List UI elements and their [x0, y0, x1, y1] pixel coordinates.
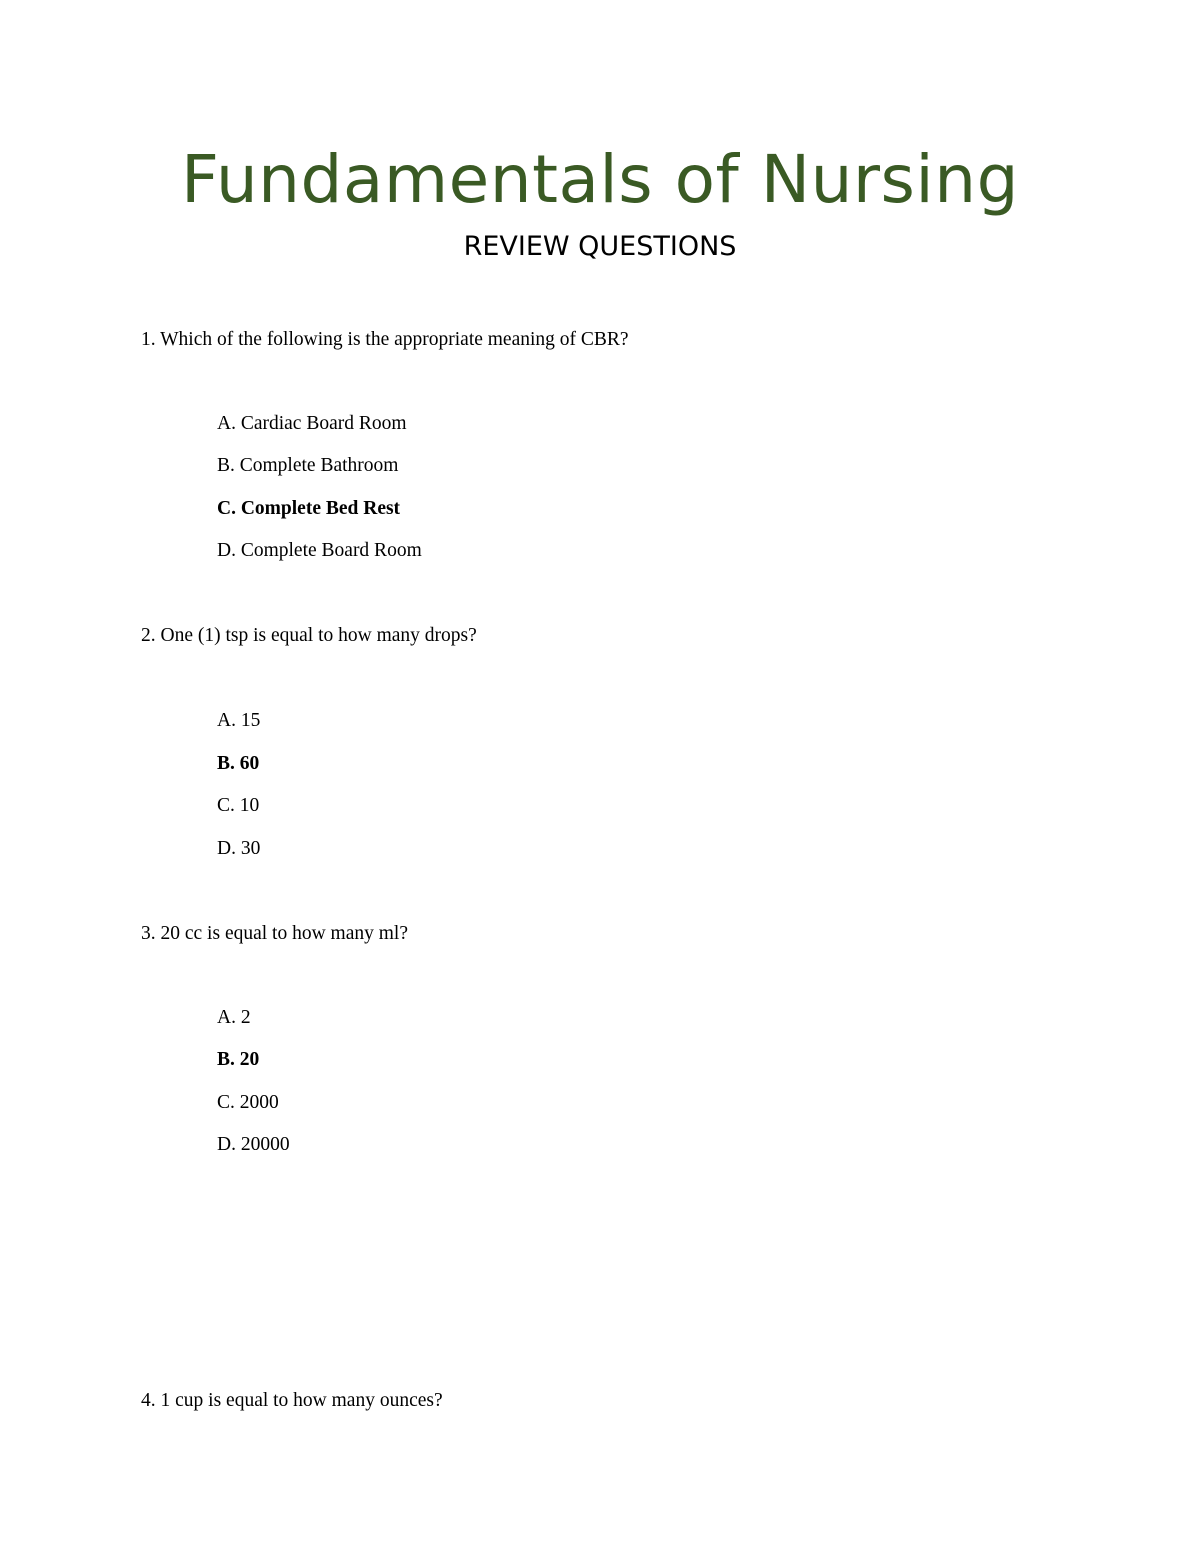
question-1-option-d: D. Complete Board Room — [217, 540, 422, 561]
question-3-option-d: D. 20000 — [217, 1134, 290, 1155]
question-3-option-b-correct: B. 20 — [217, 1049, 260, 1070]
question-1-option-b: B. Complete Bathroom — [217, 455, 399, 476]
question-3-option-c: C. 2000 — [217, 1092, 279, 1113]
question-4: 4. 1 cup is equal to how many ounces? — [141, 1390, 443, 1411]
document-title: Fundamentals of Nursing — [181, 141, 1019, 218]
question-2-option-d: D. 30 — [217, 838, 261, 859]
question-2-option-a: A. 15 — [217, 710, 261, 731]
question-2: 2. One (1) tsp is equal to how many drops? — [141, 625, 477, 646]
question-1-option-c-correct: C. Complete Bed Rest — [217, 498, 401, 519]
question-3: 3. 20 cc is equal to how many ml? — [141, 923, 408, 944]
document-subtitle: REVIEW QUESTIONS — [463, 231, 737, 262]
question-1: 1. Which of the following is the appropriate meaning of CBR? — [141, 329, 629, 350]
question-2-option-b-correct: B. 60 — [217, 753, 260, 774]
question-3-option-a: A. 2 — [217, 1007, 251, 1028]
question-2-option-c: C. 10 — [217, 795, 260, 816]
question-1-option-a: A. Cardiac Board Room — [217, 413, 407, 434]
